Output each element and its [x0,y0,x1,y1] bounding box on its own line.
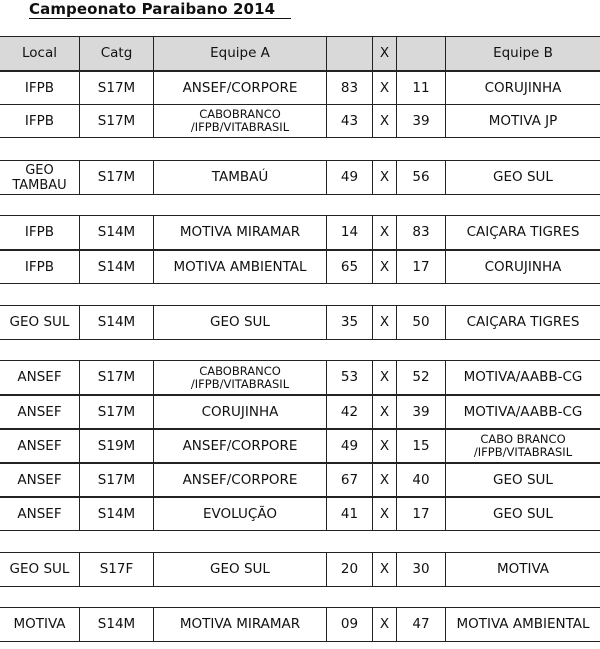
cell-score-a: 53 [326,361,372,394]
header-cell-score-b [396,37,445,70]
cell-team-a: EVOLUÇÃO [153,498,326,530]
cell-vs: X [372,553,396,586]
table-row [0,250,600,284]
cell-team-a: ANSEF/CORPORE [153,464,326,496]
cell-team-a: CORUJINHA [153,396,326,428]
cell-local: GEO TAMBAU [12,162,67,193]
cell-score-b: 47 [396,608,445,641]
cell-score-b: 39 [396,105,445,137]
table-row [0,395,600,429]
cell-score-a: 49 [326,161,372,194]
cell-catg: S17M [79,361,153,394]
header-cell-local: Local [22,45,57,61]
header-cell-team-b: Equipe B [445,37,600,70]
cell-catg: S17M [79,105,153,137]
cell-team-b: MOTIVA/AABB-CG [445,361,600,394]
cell-catg: S17M [79,464,153,496]
table-row [0,360,600,395]
cell-vs: X [372,72,396,104]
cell-team-b: GEO SUL [445,464,600,496]
table-row [0,552,600,587]
cell-vs: X [372,608,396,641]
cell-score-b: 52 [396,361,445,394]
cell-vs: X [372,498,396,530]
cell-local: IFPB [24,79,55,96]
cell-team-b: MOTIVA AMBIENTAL [445,608,600,641]
cell-team-a: ANSEF/CORPORE [153,72,326,104]
cell-local: ANSEF [17,505,62,522]
cell-score-a: 67 [326,464,372,496]
cell-catg: S14M [79,498,153,530]
cell-catg: S19M [79,430,153,462]
cell-vs: X [372,430,396,462]
page-title: Campeonato Paraibano 2014 [29,0,291,19]
cell-team-a: MOTIVA MIRAMAR [153,216,326,249]
cell-catg: S14M [79,251,153,283]
cell-team-b: CAIÇARA TIGRES [445,216,600,249]
cell-score-a: 42 [326,396,372,428]
cell-score-a: 49 [326,430,372,462]
cell-catg: S14M [79,306,153,339]
cell-team-b: GEO SUL [445,161,600,194]
cell-score-a: 41 [326,498,372,530]
cell-team-a: GEO SUL [153,553,326,586]
table-row [0,160,600,195]
cell-score-b: 56 [396,161,445,194]
cell-score-a: 65 [326,251,372,283]
header-cell-team-a: Equipe A [153,37,326,70]
cell-catg: S17F [79,553,153,586]
cell-team-a: ANSEF/CORPORE [153,430,326,462]
cell-vs: X [372,396,396,428]
cell-local: MOTIVA [13,616,66,632]
cell-team-b: GEO SUL [445,498,600,530]
cell-local: ANSEF [17,369,62,385]
cell-local: IFPB [24,258,55,275]
cell-score-a: 43 [326,105,372,137]
cell-score-b: 40 [396,464,445,496]
cell-team-a: MOTIVA MIRAMAR [153,608,326,641]
cell-team-a: GEO SUL [153,306,326,339]
cell-score-b: 17 [396,251,445,283]
cell-catg: S17M [79,396,153,428]
table-row [0,71,600,105]
cell-team-b: CORUJINHA [445,251,600,283]
cell-local: ANSEF [17,437,62,454]
table-row [0,607,600,642]
cell-vs: X [372,105,396,137]
table-row [0,215,600,250]
cell-local: GEO SUL [9,314,70,330]
cell-vs: X [372,464,396,496]
cell-score-a: 09 [326,608,372,641]
cell-score-a: 14 [326,216,372,249]
cell-vs: X [372,306,396,339]
table-row [0,305,600,340]
cell-catg: S14M [79,216,153,249]
cell-team-b: CAIÇARA TIGRES [445,306,600,339]
cell-team-b: CABO BRANCO /IFPB/VITABRASIL [445,430,600,462]
cell-team-b: MOTIVA/AABB-CG [445,396,600,428]
cell-local: ANSEF [17,471,62,488]
cell-score-a: 35 [326,306,372,339]
cell-score-b: 15 [396,430,445,462]
cell-local: IFPB [24,224,55,240]
cell-score-a: 83 [326,72,372,104]
table-row [0,104,600,138]
cell-team-b: CORUJINHA [445,72,600,104]
cell-team-b: MOTIVA [445,553,600,586]
table-row [0,429,600,463]
table-row [0,497,600,531]
cell-team-a: MOTIVA AMBIENTAL [153,251,326,283]
cell-team-a: CABOBRANCO /IFPB/VITABRASIL [153,361,326,394]
cell-local: IFPB [24,112,55,129]
cell-score-b: 30 [396,553,445,586]
header-cell-catg: Catg [79,37,153,70]
cell-score-a: 20 [326,553,372,586]
cell-score-b: 17 [396,498,445,530]
cell-score-b: 39 [396,396,445,428]
table-header-row [0,36,600,71]
cell-score-b: 11 [396,72,445,104]
cell-catg: S17M [79,161,153,194]
cell-catg: S14M [79,608,153,641]
cell-score-b: 83 [396,216,445,249]
cell-vs: X [372,361,396,394]
cell-local: ANSEF [17,403,62,420]
header-cell-vs: X [372,37,396,70]
cell-local: GEO SUL [9,561,70,577]
cell-team-b: MOTIVA JP [445,105,600,137]
cell-vs: X [372,161,396,194]
table-row [0,463,600,497]
cell-catg: S17M [79,72,153,104]
cell-team-a: TAMBAÚ [153,161,326,194]
header-cell-score-a [326,37,372,70]
cell-vs: X [372,216,396,249]
cell-score-b: 50 [396,306,445,339]
cell-team-a: CABOBRANCO /IFPB/VITABRASIL [153,105,326,137]
cell-vs: X [372,251,396,283]
